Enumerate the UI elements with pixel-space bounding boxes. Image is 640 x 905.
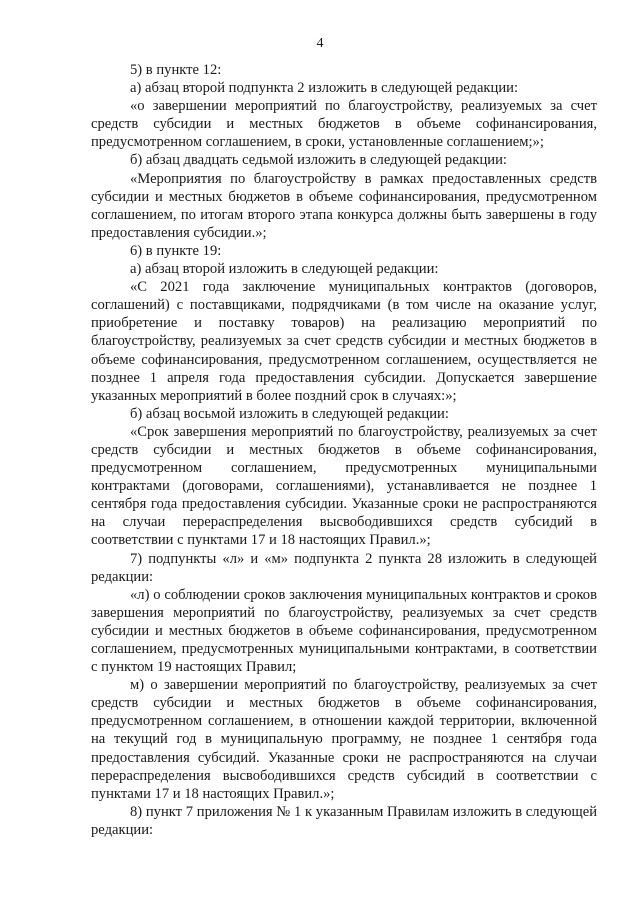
paragraph-item-6-heading: 6) в пункте 19: <box>130 242 222 259</box>
paragraph-item-8: 8) пункт 7 приложения № 1 к указанным Правилам изложить в следующей редакции: <box>91 803 597 838</box>
paragraph-subitem-a: а) абзац второй изложить в следующей редакции: <box>130 261 439 278</box>
paragraph-item-5-heading: 5) в пункте 12: <box>130 62 222 78</box>
paragraph-quote-m: м) о завершении мероприятий по благоустройству, реализуемых за счет средств субсидии и местных бюджетов в объеме софинансирования, предусмотренном соглашением, в отношении каждой территории, включенной на текущий год в муниципальную программу, не позднее 1 сентября года предоставления субсидий. Указанные сроки не распространяются на случаи перераспределения высвободившихся средств субсидий в соответствии с пунктами 17 и 18 настоящих Правил.»; <box>91 677 597 802</box>
paragraph-subitem-b: б) абзац двадцать седьмой изложить в следующей редакции: <box>130 152 507 169</box>
paragraph-quote-l: «л) о соблюдении сроков заключения муниципальных контрактов и сроков завершения мероприятий по благоустройству, реализуемых за счет средств субсидии и местных бюджетов в объеме софинансирования, предусмотренном соглашением, предусмотренных муниципальными контрактами, в соответствии с пунктом 19 настоящих Правил; <box>91 586 597 676</box>
paragraph-item-7: 7) подпункты «л» и «м» подпункта 2 пункта 28 изложить в следующей редакции: <box>91 550 597 585</box>
paragraph-quote: «Срок завершения мероприятий по благоустройству, реализуемых за счет средств субсидии и местных бюджетов в объеме софинансирования, предусмотренном соглашением, предусмотренных муниципальными контрактами (договорами, соглашениями), устанавливается не позднее 1 сентября года предоставления субсидии. Указанные сроки не распространяются на случаи перераспределения высвободившихся средств субсидий в соответствии с пунктами 17 и 18 настоящих Правил.»; <box>91 423 597 549</box>
paragraph-quote: «С 2021 года заключение муниципальных контрактов (договоров, соглашений) с поставщиками, подрядчиками (в том числе на оказание услуг, приобретение и поставку товаров) на реализацию мероприятий по благоустройству, реализуемых за счет средств субсидии и местных бюджетов в объеме софинансирования, предусмотренном соглашением, осуществляется не позднее 1 апреля года предоставления субсидии. Допускается завершение указанных мероприятий в более поздний срок в случаях:»; <box>91 279 597 404</box>
paragraph-subitem-a: а) абзац второй подпункта 2 изложить в следующей редакции: <box>130 80 519 97</box>
document-body <box>91 61 597 839</box>
page-number: 4 <box>316 36 324 51</box>
paragraph-quote: «Мероприятия по благоустройству в рамках предоставленных средств субсидии и местных бюджетов в объеме софинансирования, предусмотренном соглашением, по итогам второго этапа конкурса должны быть завершены в году предоставления субсидии.»; <box>91 170 597 241</box>
paragraph-quote: «о завершении мероприятий по благоустройству, реализуемых за счет средств субсидии и местных бюджетов в объеме софинансирования, предусмотренном соглашением, в сроки, установленные соглашением;»; <box>91 98 597 151</box>
paragraph-subitem-b: б) абзац восьмой изложить в следующей редакции: <box>130 405 449 422</box>
